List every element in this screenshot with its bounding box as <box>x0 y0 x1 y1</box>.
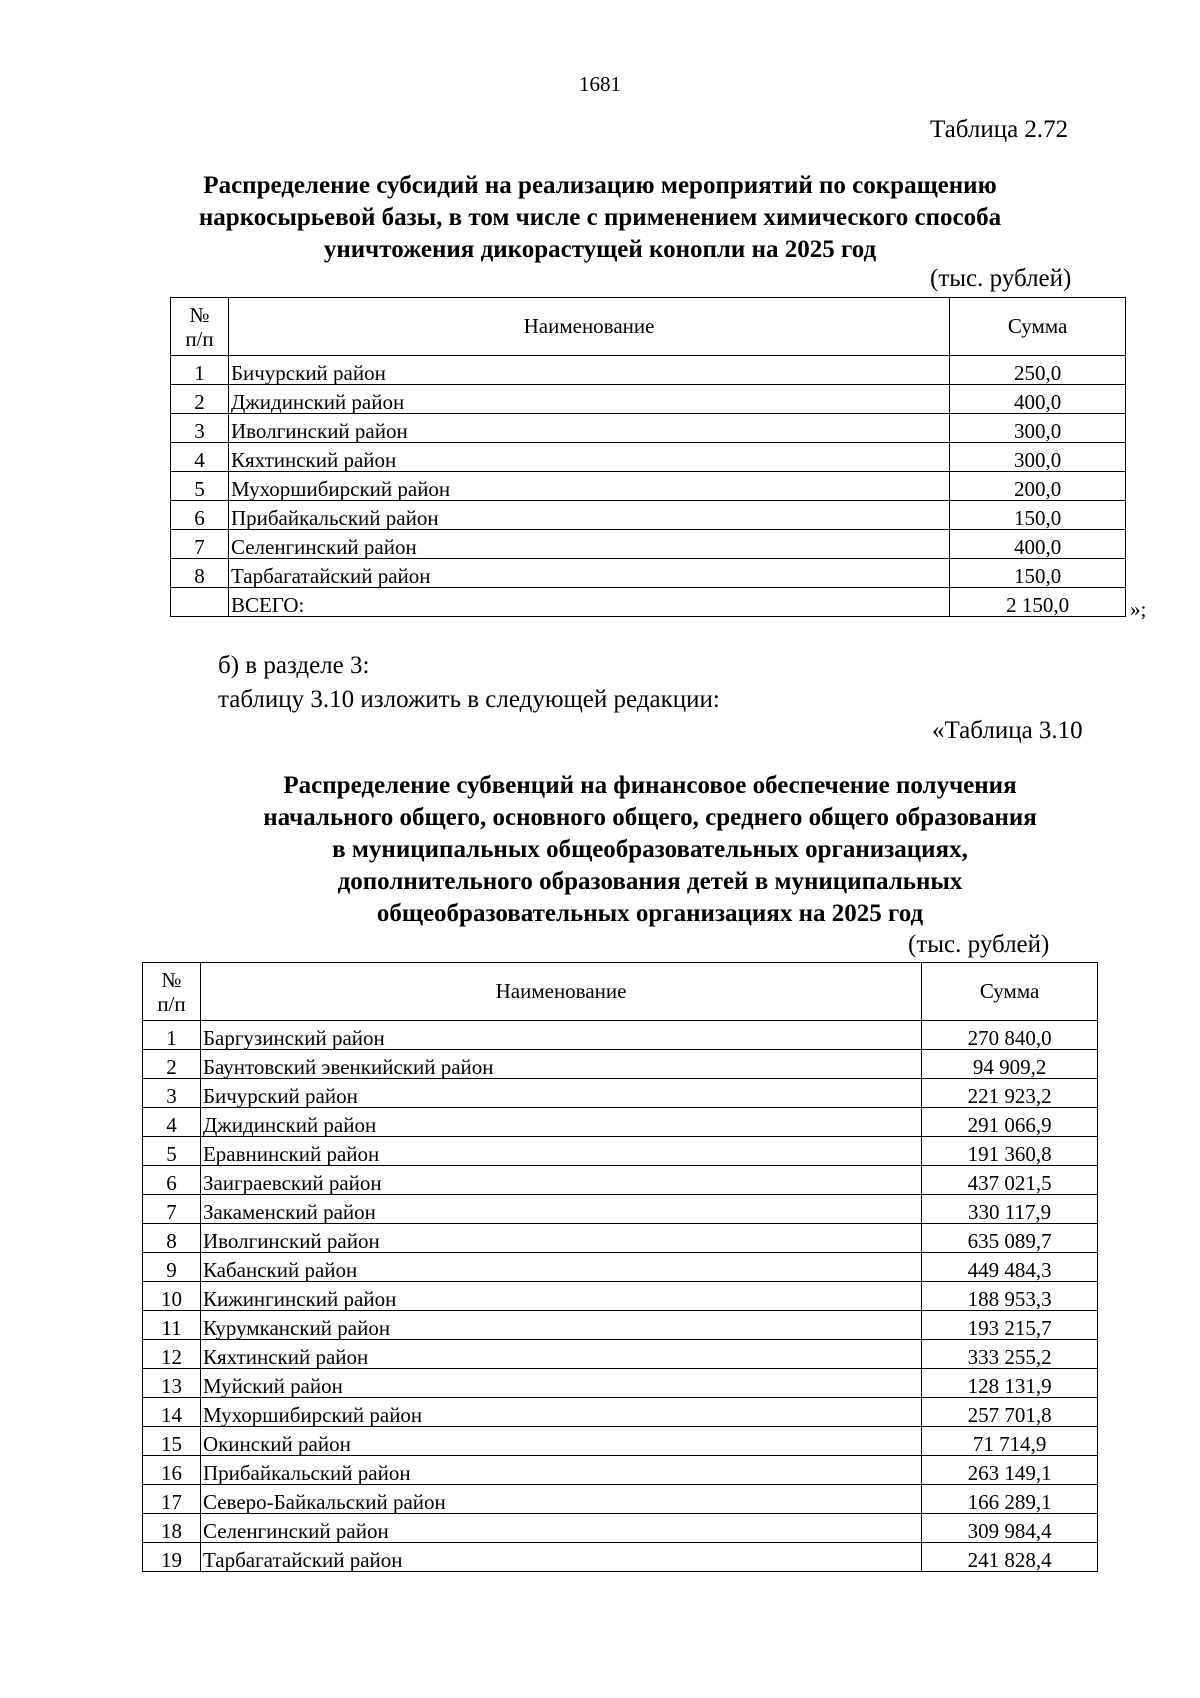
row-sum: 300,0 <box>950 414 1126 443</box>
row-number: 6 <box>171 501 229 530</box>
row-name: Еравнинский район <box>200 1137 921 1166</box>
table-row <box>143 1137 1098 1166</box>
row-number: 13 <box>143 1369 201 1398</box>
instruction-line-1: б) в разделе 3: <box>218 652 370 679</box>
row-sum: 71 714,9 <box>922 1427 1098 1456</box>
table-row <box>143 1340 1098 1369</box>
row-number: 17 <box>143 1485 201 1514</box>
row-name: Кабанский район <box>200 1253 921 1282</box>
table2-title-line: в муниципальных общеобразовательных организациях, <box>332 836 968 863</box>
row-number: 2 <box>143 1050 201 1079</box>
row-name: Мухоршибирский район <box>228 472 949 501</box>
table-row <box>143 1398 1098 1427</box>
row-sum: 270 840,0 <box>922 1021 1098 1050</box>
row-number: 15 <box>143 1427 201 1456</box>
row-name: Прибайкальский район <box>200 1456 921 1485</box>
table1 <box>170 297 1126 617</box>
table-row <box>143 1050 1098 1079</box>
row-sum: 193 215,7 <box>922 1311 1098 1340</box>
row-sum: 291 066,9 <box>922 1108 1098 1137</box>
row-name: Селенгинский район <box>200 1514 921 1543</box>
row-name: Заиграевский район <box>200 1166 921 1195</box>
table-row <box>171 414 1126 443</box>
row-sum: 257 701,8 <box>922 1398 1098 1427</box>
total-number <box>171 588 229 617</box>
table1-title-line: наркосырьевой базы, в том числе с применением химического способа <box>198 204 1002 231</box>
total-row <box>171 588 1126 617</box>
row-name: Тарбагатайский район <box>228 559 949 588</box>
row-number: 9 <box>143 1253 201 1282</box>
table2-units: (тыс. рублей) <box>908 931 1050 958</box>
row-number: 3 <box>171 414 229 443</box>
row-number: 1 <box>171 356 229 385</box>
row-number: 8 <box>171 559 229 588</box>
row-number: 16 <box>143 1456 201 1485</box>
row-number: 4 <box>171 443 229 472</box>
row-sum: 150,0 <box>950 559 1126 588</box>
row-name: Бичурский район <box>228 356 949 385</box>
header-num <box>171 298 229 356</box>
row-sum: 250,0 <box>950 356 1126 385</box>
table-row <box>143 1079 1098 1108</box>
table-row <box>143 1311 1098 1340</box>
row-number: 6 <box>143 1166 201 1195</box>
page-number: 1681 <box>579 72 621 96</box>
row-name: Баунтовский эвенкийский район <box>200 1050 921 1079</box>
table2-title-line: дополнительного образования детей в муниципальных <box>337 868 963 895</box>
header-sum: Сумма <box>950 298 1126 356</box>
table-row <box>171 385 1126 414</box>
row-sum: 300,0 <box>950 443 1126 472</box>
table-row <box>143 1021 1098 1050</box>
row-number: 3 <box>143 1079 201 1108</box>
row-sum: 449 484,3 <box>922 1253 1098 1282</box>
header-num-line2: п/п <box>185 326 214 351</box>
table2-caption: «Таблица 3.10 <box>932 717 1083 744</box>
header-sum: Сумма <box>922 963 1098 1021</box>
row-sum: 221 923,2 <box>922 1079 1098 1108</box>
row-name: Закаменский район <box>200 1195 921 1224</box>
row-sum: 437 021,5 <box>922 1166 1098 1195</box>
row-number: 5 <box>143 1137 201 1166</box>
row-name: Кяхтинский район <box>228 443 949 472</box>
table-row <box>143 1514 1098 1543</box>
table-row <box>171 356 1126 385</box>
row-number: 11 <box>143 1311 201 1340</box>
row-number: 8 <box>143 1224 201 1253</box>
row-number: 14 <box>143 1398 201 1427</box>
table1-title-line: Распределение субсидий на реализацию мероприятий по сокращению <box>203 172 997 199</box>
row-sum: 400,0 <box>950 385 1126 414</box>
row-sum: 263 149,1 <box>922 1456 1098 1485</box>
table-row <box>171 443 1126 472</box>
header-num-line2: п/п <box>157 991 186 1016</box>
row-sum: 166 289,1 <box>922 1485 1098 1514</box>
table-row <box>143 1108 1098 1137</box>
row-name: Прибайкальский район <box>228 501 949 530</box>
row-name: Бичурский район <box>200 1079 921 1108</box>
row-sum: 400,0 <box>950 530 1126 559</box>
table-row <box>143 1369 1098 1398</box>
table-row <box>143 1485 1098 1514</box>
row-name: Кижингинский район <box>200 1282 921 1311</box>
row-name: Северо-Байкальский район <box>200 1485 921 1514</box>
table2-title-line: Распределение субвенций на финансовое обеспечение получения <box>283 772 1017 799</box>
row-sum: 330 117,9 <box>922 1195 1098 1224</box>
header-name: Наименование <box>200 963 921 1021</box>
row-number: 4 <box>143 1108 201 1137</box>
row-sum: 128 131,9 <box>922 1369 1098 1398</box>
row-name: Окинский район <box>200 1427 921 1456</box>
row-number: 12 <box>143 1340 201 1369</box>
table1-header-row <box>171 298 1126 356</box>
total-sum: 2 150,0 <box>950 588 1126 617</box>
row-name: Кяхтинский район <box>200 1340 921 1369</box>
header-num-line1: № <box>161 967 182 992</box>
table-row <box>143 1166 1098 1195</box>
table-row <box>171 472 1126 501</box>
row-number: 7 <box>143 1195 201 1224</box>
total-label: ВСЕГО: <box>228 588 949 617</box>
row-number: 1 <box>143 1021 201 1050</box>
table-row <box>143 1253 1098 1282</box>
row-name: Иволгинский район <box>228 414 949 443</box>
table-row <box>171 530 1126 559</box>
table-row <box>171 559 1126 588</box>
row-number: 18 <box>143 1514 201 1543</box>
table1-caption: Таблица 2.72 <box>930 116 1069 143</box>
row-name: Тарбагатайский район <box>200 1543 921 1572</box>
row-name: Курумканский район <box>200 1311 921 1340</box>
table-row <box>143 1282 1098 1311</box>
table-row <box>143 1224 1098 1253</box>
row-number: 19 <box>143 1543 201 1572</box>
table2-title-line: начального общего, основного общего, среднего общего образования <box>263 804 1037 831</box>
row-sum: 200,0 <box>950 472 1126 501</box>
row-sum: 150,0 <box>950 501 1126 530</box>
row-name: Джидинский район <box>228 385 949 414</box>
row-sum: 188 953,3 <box>922 1282 1098 1311</box>
table2-title <box>150 770 1150 930</box>
table-row <box>143 1427 1098 1456</box>
header-num-line1: № <box>189 302 210 327</box>
table1-closing-mark: »; <box>1130 597 1147 621</box>
table1-title-line: уничтожения дикорастущей конопли на 2025 год <box>323 236 877 263</box>
row-sum: 191 360,8 <box>922 1137 1098 1166</box>
row-sum: 333 255,2 <box>922 1340 1098 1369</box>
table2-header-row <box>143 963 1098 1021</box>
table2-title-line: общеобразовательных организациях на 2025 год <box>376 900 924 927</box>
row-sum: 241 828,4 <box>922 1543 1098 1572</box>
row-sum: 635 089,7 <box>922 1224 1098 1253</box>
header-name: Наименование <box>228 298 949 356</box>
row-name: Муйский район <box>200 1369 921 1398</box>
table-row <box>143 1195 1098 1224</box>
row-number: 10 <box>143 1282 201 1311</box>
row-number: 7 <box>171 530 229 559</box>
table-row <box>171 501 1126 530</box>
row-name: Баргузинский район <box>200 1021 921 1050</box>
row-number: 2 <box>171 385 229 414</box>
instruction-line-2: таблицу 3.10 изложить в следующей редакции: <box>218 686 720 713</box>
table2 <box>142 962 1098 1572</box>
row-name: Иволгинский район <box>200 1224 921 1253</box>
row-sum: 94 909,2 <box>922 1050 1098 1079</box>
row-sum: 309 984,4 <box>922 1514 1098 1543</box>
table-row <box>143 1543 1098 1572</box>
table-row <box>143 1456 1098 1485</box>
table1-units: (тыс. рублей) <box>930 265 1072 292</box>
row-name: Джидинский район <box>200 1108 921 1137</box>
row-name: Мухоршибирский район <box>200 1398 921 1427</box>
row-number: 5 <box>171 472 229 501</box>
header-num <box>143 963 201 1021</box>
table1-title <box>100 170 1100 266</box>
row-name: Селенгинский район <box>228 530 949 559</box>
